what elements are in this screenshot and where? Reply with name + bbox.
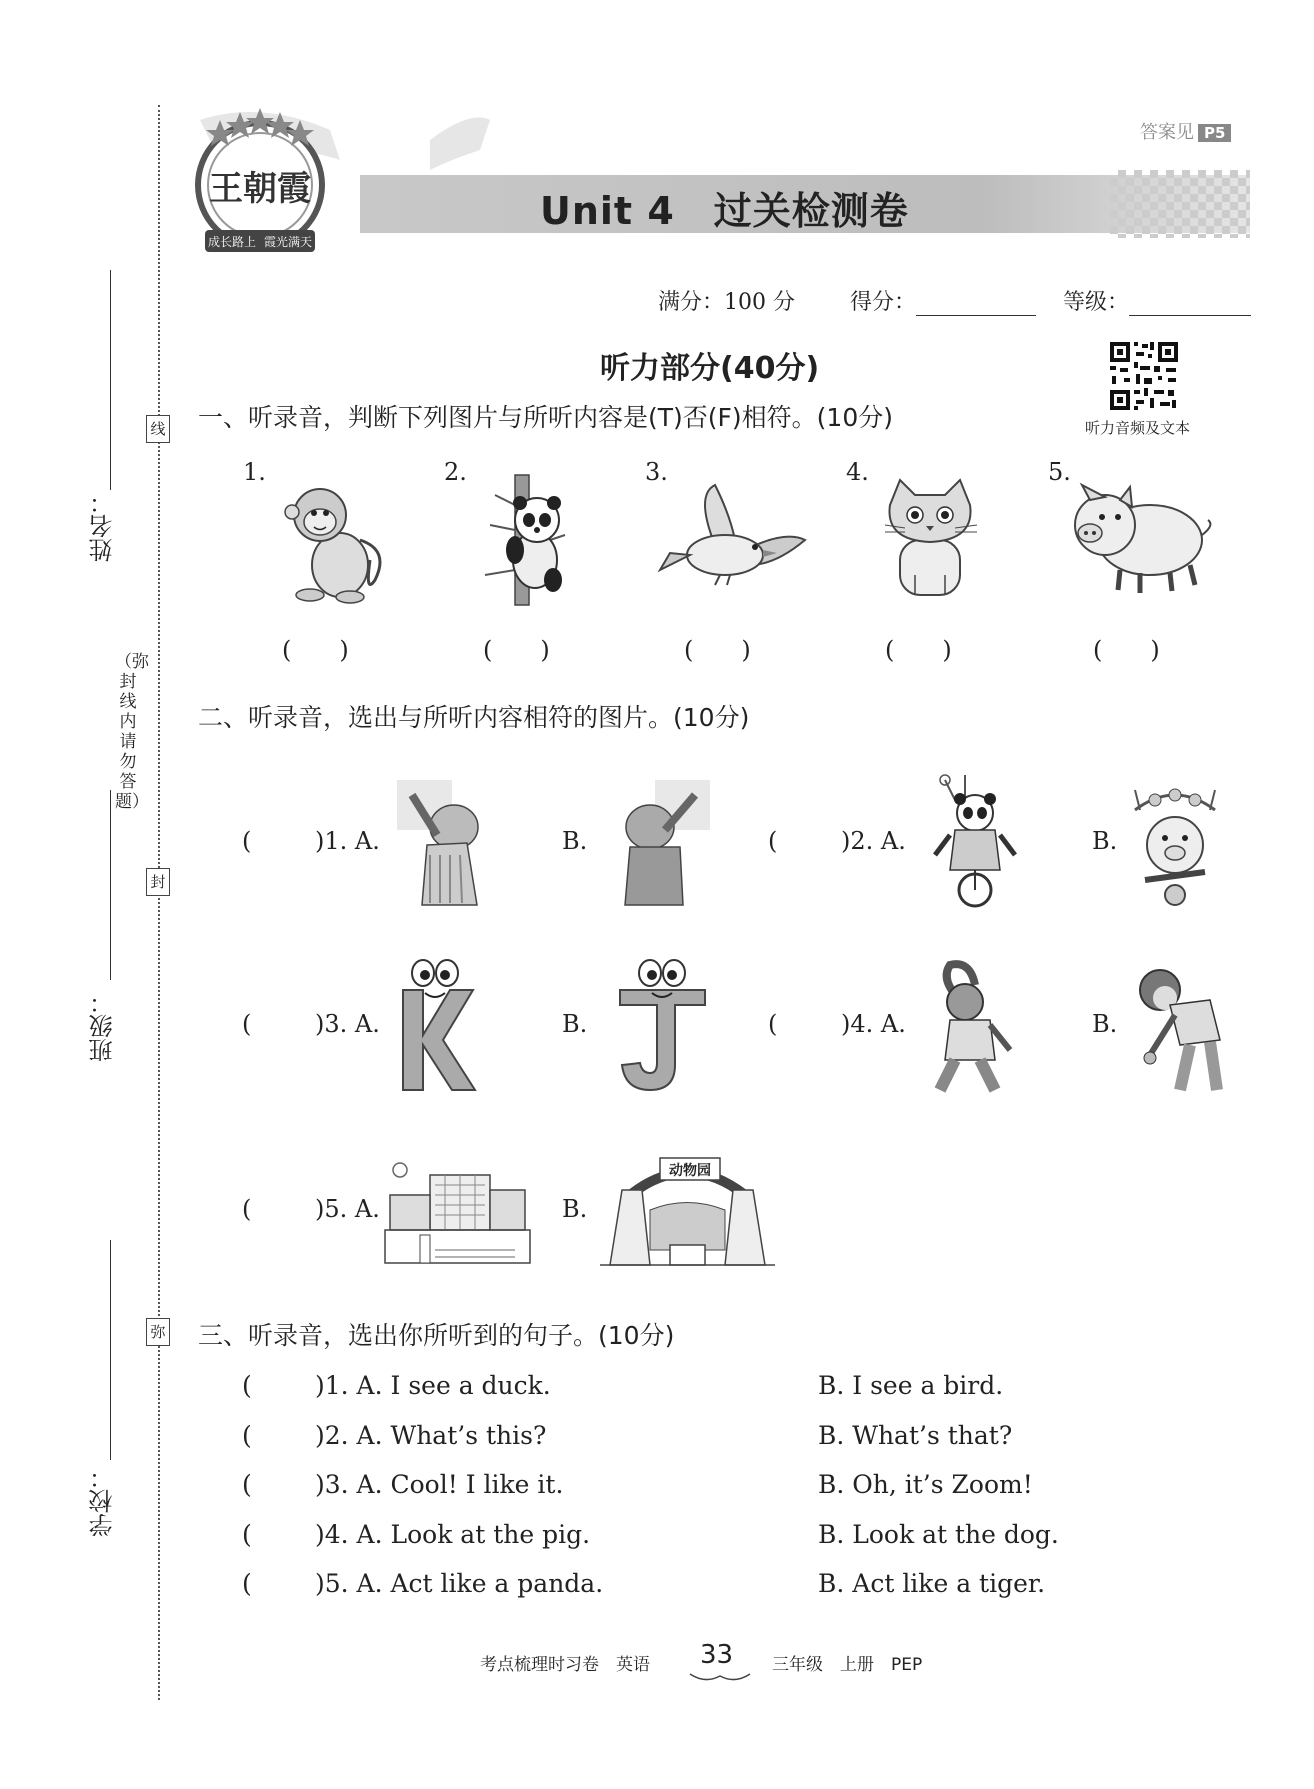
seal-char-mi: 弥 — [146, 1318, 170, 1346]
page-number-decoration — [690, 1672, 750, 1684]
part3-option-a: )1. A. I see a duck. — [315, 1371, 551, 1400]
answer-open-paren[interactable]: ( — [242, 1520, 252, 1549]
part1-item-number: 1. — [243, 458, 266, 486]
seal-note: （弥封线内请勿答题） — [115, 652, 149, 812]
part3-option-b: B. Oh, it’s Zoom! — [818, 1470, 1033, 1499]
grade-blank[interactable] — [1129, 291, 1251, 316]
part2-option-b: B. — [562, 827, 588, 855]
footer-grade-info: 三年级 上册 PEP — [772, 1655, 923, 1675]
boy-stretch-icon — [920, 960, 1020, 1095]
child-reaching-icon — [392, 775, 502, 910]
school-building-icon — [385, 1155, 530, 1265]
title-checker-pattern — [1110, 170, 1250, 238]
boy-bend-icon — [1125, 960, 1230, 1095]
part3-heading: 三、听录音，选出你所听到的句子。(10分) — [198, 1321, 675, 1350]
grade-field[interactable] — [1063, 285, 1251, 316]
score-blank[interactable] — [916, 291, 1036, 316]
pig-icon — [1060, 485, 1210, 595]
brand-name: 王朝霞 — [209, 169, 311, 209]
part1-item-number: 2. — [444, 458, 467, 486]
answer-blank[interactable]: ( ) — [483, 636, 550, 664]
part2-option-b: B. — [1092, 827, 1118, 855]
answer-open-paren[interactable]: ( — [242, 1371, 252, 1400]
answer-ref-page: P5 — [1198, 124, 1231, 142]
name-label: 姓名： — [89, 490, 117, 562]
class-field-line — [110, 790, 111, 980]
seal-char-xian: 线 — [146, 415, 170, 443]
qr-caption: 听力音频及文本 — [1085, 419, 1191, 437]
page-title: Unit 4 过关检测卷 — [540, 189, 909, 233]
answer-open-paren[interactable]: ( — [242, 1470, 252, 1499]
name-field-line — [110, 270, 111, 490]
part3-option-b: B. Look at the dog. — [818, 1520, 1059, 1549]
letter-j-icon — [610, 955, 710, 1095]
footer-book-info: 考点梳理时习卷 英语 — [480, 1655, 650, 1675]
grade-label: 等级： — [1063, 290, 1130, 315]
answer-open-paren[interactable]: ( — [242, 1195, 252, 1223]
page-number: 33 — [700, 1640, 734, 1670]
part1-heading: 一、听录音，判断下列图片与所听内容是(T)否(F)相符。(10分) — [198, 403, 893, 432]
part2-option-b: B. — [562, 1010, 588, 1038]
answer-open-paren[interactable]: ( — [242, 1421, 252, 1450]
answer-blank[interactable]: ( ) — [885, 636, 952, 664]
zoo-sign: 动物园 — [669, 1163, 711, 1179]
brand-logo — [180, 100, 490, 270]
answer-open-paren[interactable]: ( — [242, 1569, 252, 1598]
answer-open-paren[interactable]: ( — [242, 827, 252, 855]
part1-item-number: 4. — [846, 458, 869, 486]
part1-item-number: 5. — [1048, 458, 1071, 486]
score-label: 得分： — [850, 290, 917, 315]
bird-icon — [655, 485, 805, 595]
seal-char-feng: 封 — [146, 868, 170, 896]
answer-open-paren[interactable]: ( — [242, 1010, 252, 1038]
part3-option-b: B. What’s that? — [818, 1421, 1013, 1450]
child-reaching-icon — [605, 775, 715, 910]
part3-option-b: B. I see a bird. — [818, 1371, 1004, 1400]
part2-option-b: B. — [562, 1195, 588, 1223]
part3-option-a: )3. A. Cool! I like it. — [315, 1470, 564, 1499]
binding-dotted-line — [158, 105, 160, 1700]
answer-reference — [1140, 118, 1231, 144]
part2-item-label: )2. A. — [841, 827, 906, 855]
part2-option-b: B. — [1092, 1010, 1118, 1038]
part3-option-b: B. Act like a tiger. — [818, 1569, 1046, 1598]
brand-slogan-left: 成长路上 — [207, 235, 257, 249]
answer-open-paren[interactable]: ( — [768, 827, 778, 855]
school-label: 学校： — [89, 1465, 117, 1537]
answer-blank[interactable]: ( ) — [1093, 636, 1160, 664]
answer-blank[interactable]: ( ) — [684, 636, 751, 664]
cat-icon — [880, 480, 980, 600]
panda-unicycle-icon — [930, 775, 1020, 910]
qr-code-icon[interactable] — [1108, 340, 1180, 412]
part2-item-label: )3. A. — [315, 1010, 380, 1038]
part2-heading: 二、听录音，选出与所听内容相符的图片。(10分) — [198, 703, 750, 732]
answer-ref-label: 答案见 — [1140, 122, 1194, 143]
part2-item-label: )4. A. — [841, 1010, 906, 1038]
brand-slogan-right: 霞光满天 — [263, 235, 313, 249]
school-field-line — [110, 1240, 111, 1460]
part2-item-label: )5. A. — [315, 1195, 380, 1223]
part2-item-label: )1. A. — [315, 827, 380, 855]
class-label: 班级： — [89, 990, 117, 1062]
part3-option-a: )2. A. What’s this? — [315, 1421, 547, 1450]
pig-balance-icon — [1125, 780, 1225, 910]
listening-section-title: 听力部分(40分) — [600, 351, 820, 386]
monkey-icon — [270, 480, 390, 605]
part1-item-number: 3. — [645, 458, 668, 486]
full-score: 满分：100 分 — [658, 290, 795, 315]
panda-icon — [475, 475, 585, 605]
zoo-gate-icon — [600, 1150, 775, 1268]
part3-option-a: )4. A. Look at the pig. — [315, 1520, 591, 1549]
answer-open-paren[interactable]: ( — [768, 1010, 778, 1038]
letter-k-icon — [395, 955, 480, 1095]
part3-option-a: )5. A. Act like a panda. — [315, 1569, 604, 1598]
score-field[interactable] — [850, 285, 1036, 316]
answer-blank[interactable]: ( ) — [282, 636, 349, 664]
